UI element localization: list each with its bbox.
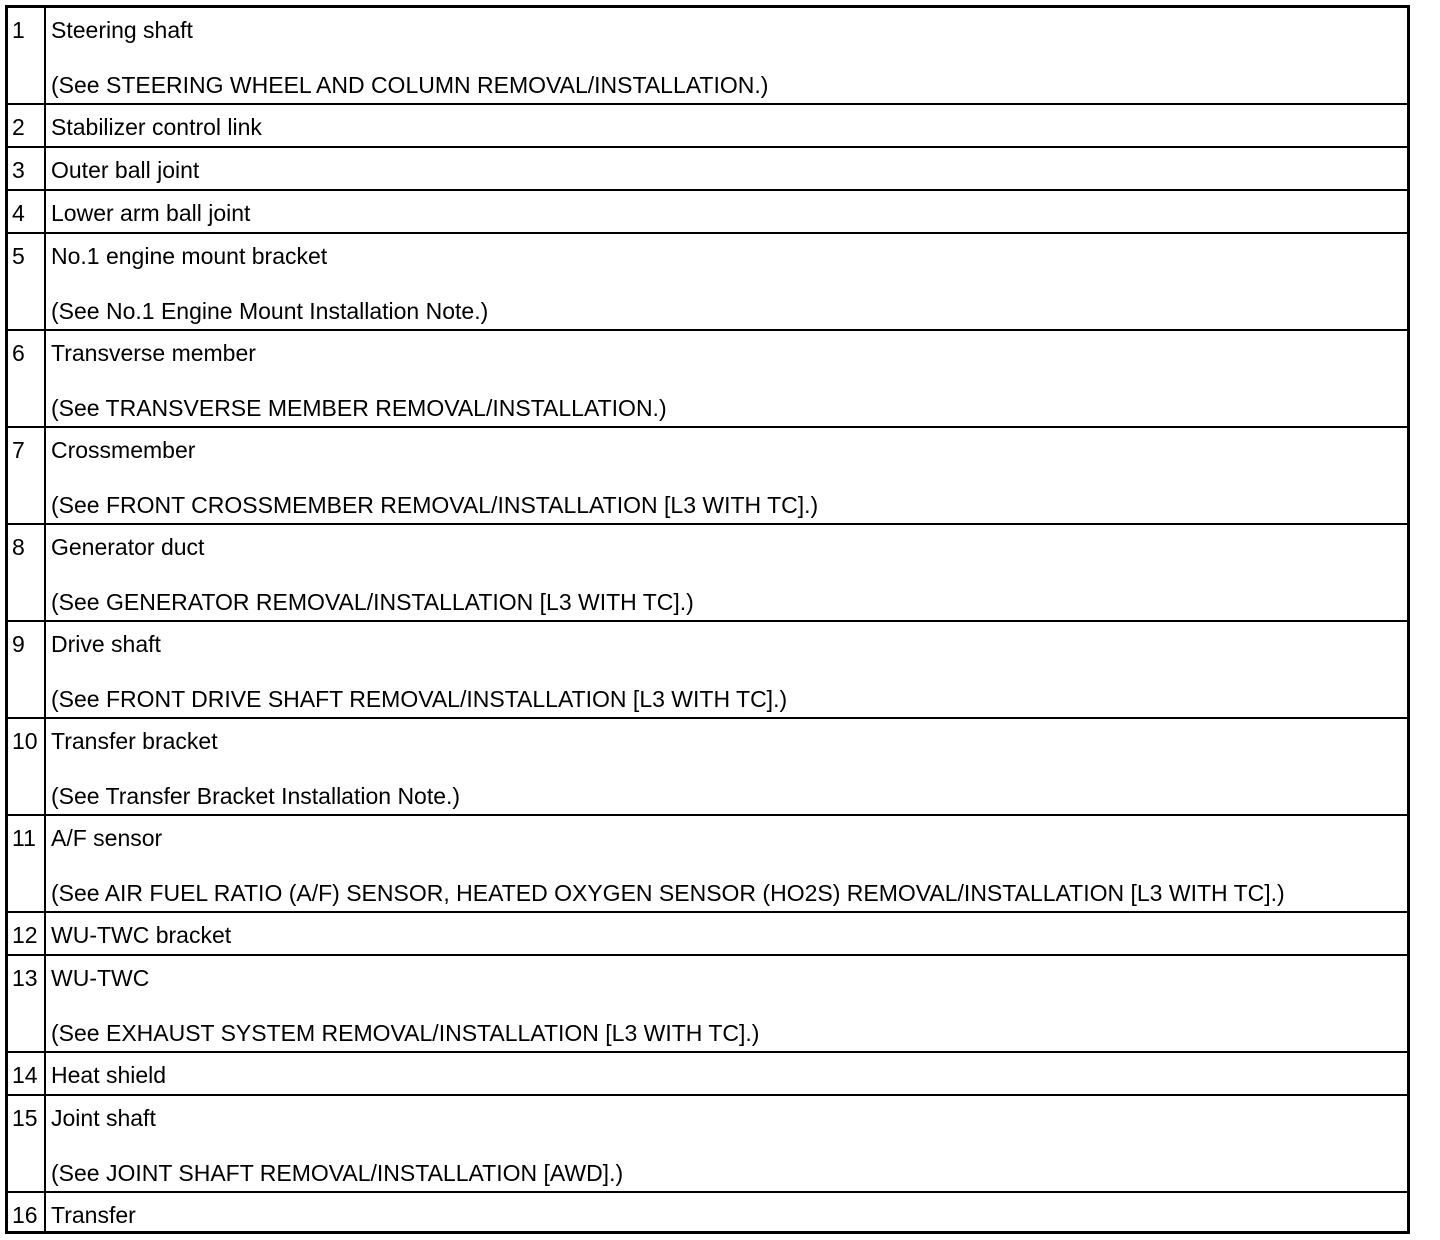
item-description — [46, 913, 1407, 954]
item-number: 10 — [8, 719, 46, 814]
item-reference[interactable]: (See JOINT SHAFT REMOVAL/INSTALLATION [AWD].) — [51, 1160, 624, 1186]
item-name: Heat shield — [51, 1062, 167, 1088]
item-number: 8 — [8, 525, 46, 620]
item-description — [46, 816, 1407, 911]
table-row — [8, 1053, 1407, 1096]
table-row — [8, 234, 1407, 331]
table-row — [8, 1193, 1407, 1231]
item-name: A/F sensor — [51, 825, 163, 851]
item-description — [46, 191, 1407, 232]
item-name: Transfer — [51, 1202, 136, 1228]
table-row — [8, 191, 1407, 234]
item-reference[interactable]: (See FRONT DRIVE SHAFT REMOVAL/INSTALLATION [L3 WITH TC].) — [51, 686, 788, 712]
item-description — [46, 956, 1407, 1051]
table-row — [8, 816, 1407, 913]
item-number: 12 — [8, 913, 46, 954]
item-number: 11 — [8, 816, 46, 911]
item-number: 15 — [8, 1096, 46, 1191]
item-reference[interactable]: (See Transfer Bracket Installation Note.) — [51, 783, 461, 809]
item-description — [46, 622, 1407, 717]
item-name: Crossmember — [51, 437, 196, 463]
item-description — [46, 1096, 1407, 1191]
item-name: Stabilizer control link — [51, 114, 262, 140]
item-number: 9 — [8, 622, 46, 717]
item-number: 14 — [8, 1053, 46, 1094]
item-reference[interactable]: (See AIR FUEL RATIO (A/F) SENSOR, HEATED OXYGEN SENSOR (HO2S) REMOVAL/INSTALLATION [L3 WITH TC].) — [51, 880, 1285, 906]
table-row — [8, 622, 1407, 719]
table-row — [8, 525, 1407, 622]
item-reference[interactable]: (See TRANSVERSE MEMBER REMOVAL/INSTALLATION.) — [51, 395, 667, 421]
item-name: Transfer bracket — [51, 728, 218, 754]
item-name: WU-TWC — [51, 965, 150, 991]
item-number: 3 — [8, 148, 46, 189]
item-number: 13 — [8, 956, 46, 1051]
item-name: Generator duct — [51, 534, 205, 560]
item-description — [46, 525, 1407, 620]
item-reference[interactable]: (See FRONT CROSSMEMBER REMOVAL/INSTALLATION [L3 WITH TC].) — [51, 492, 819, 518]
item-name: Joint shaft — [51, 1105, 156, 1131]
item-number: 4 — [8, 191, 46, 232]
item-number: 2 — [8, 105, 46, 146]
item-description — [46, 428, 1407, 523]
item-name: Steering shaft — [51, 17, 193, 43]
item-reference[interactable]: (See No.1 Engine Mount Installation Note.) — [51, 298, 489, 324]
item-number: 7 — [8, 428, 46, 523]
item-name: Lower arm ball joint — [51, 200, 251, 226]
item-number: 16 — [8, 1193, 46, 1231]
item-description — [46, 8, 1407, 103]
item-reference[interactable]: (See EXHAUST SYSTEM REMOVAL/INSTALLATION [L3 WITH TC].) — [51, 1020, 760, 1046]
item-name: Drive shaft — [51, 631, 161, 657]
item-name: Transverse member — [51, 340, 256, 366]
item-description — [46, 1193, 1407, 1231]
table-row — [8, 105, 1407, 148]
table-row — [8, 428, 1407, 525]
item-name: WU-TWC bracket — [51, 922, 232, 948]
item-name: No.1 engine mount bracket — [51, 243, 328, 269]
item-number: 1 — [8, 8, 46, 103]
table-row — [8, 719, 1407, 816]
item-number: 6 — [8, 331, 46, 426]
item-description — [46, 331, 1407, 426]
item-description — [46, 1053, 1407, 1094]
item-description — [46, 148, 1407, 189]
item-description — [46, 719, 1407, 814]
table-row — [8, 956, 1407, 1053]
table-row — [8, 148, 1407, 191]
table-row — [8, 8, 1407, 105]
item-number: 5 — [8, 234, 46, 329]
item-description — [46, 234, 1407, 329]
parts-table — [5, 5, 1410, 1234]
item-description — [46, 105, 1407, 146]
item-reference[interactable]: (See GENERATOR REMOVAL/INSTALLATION [L3 WITH TC].) — [51, 589, 694, 615]
item-reference[interactable]: (See STEERING WHEEL AND COLUMN REMOVAL/INSTALLATION.) — [51, 72, 769, 98]
table-row — [8, 1096, 1407, 1193]
table-row — [8, 331, 1407, 428]
item-name: Outer ball joint — [51, 157, 200, 183]
table-row — [8, 913, 1407, 956]
